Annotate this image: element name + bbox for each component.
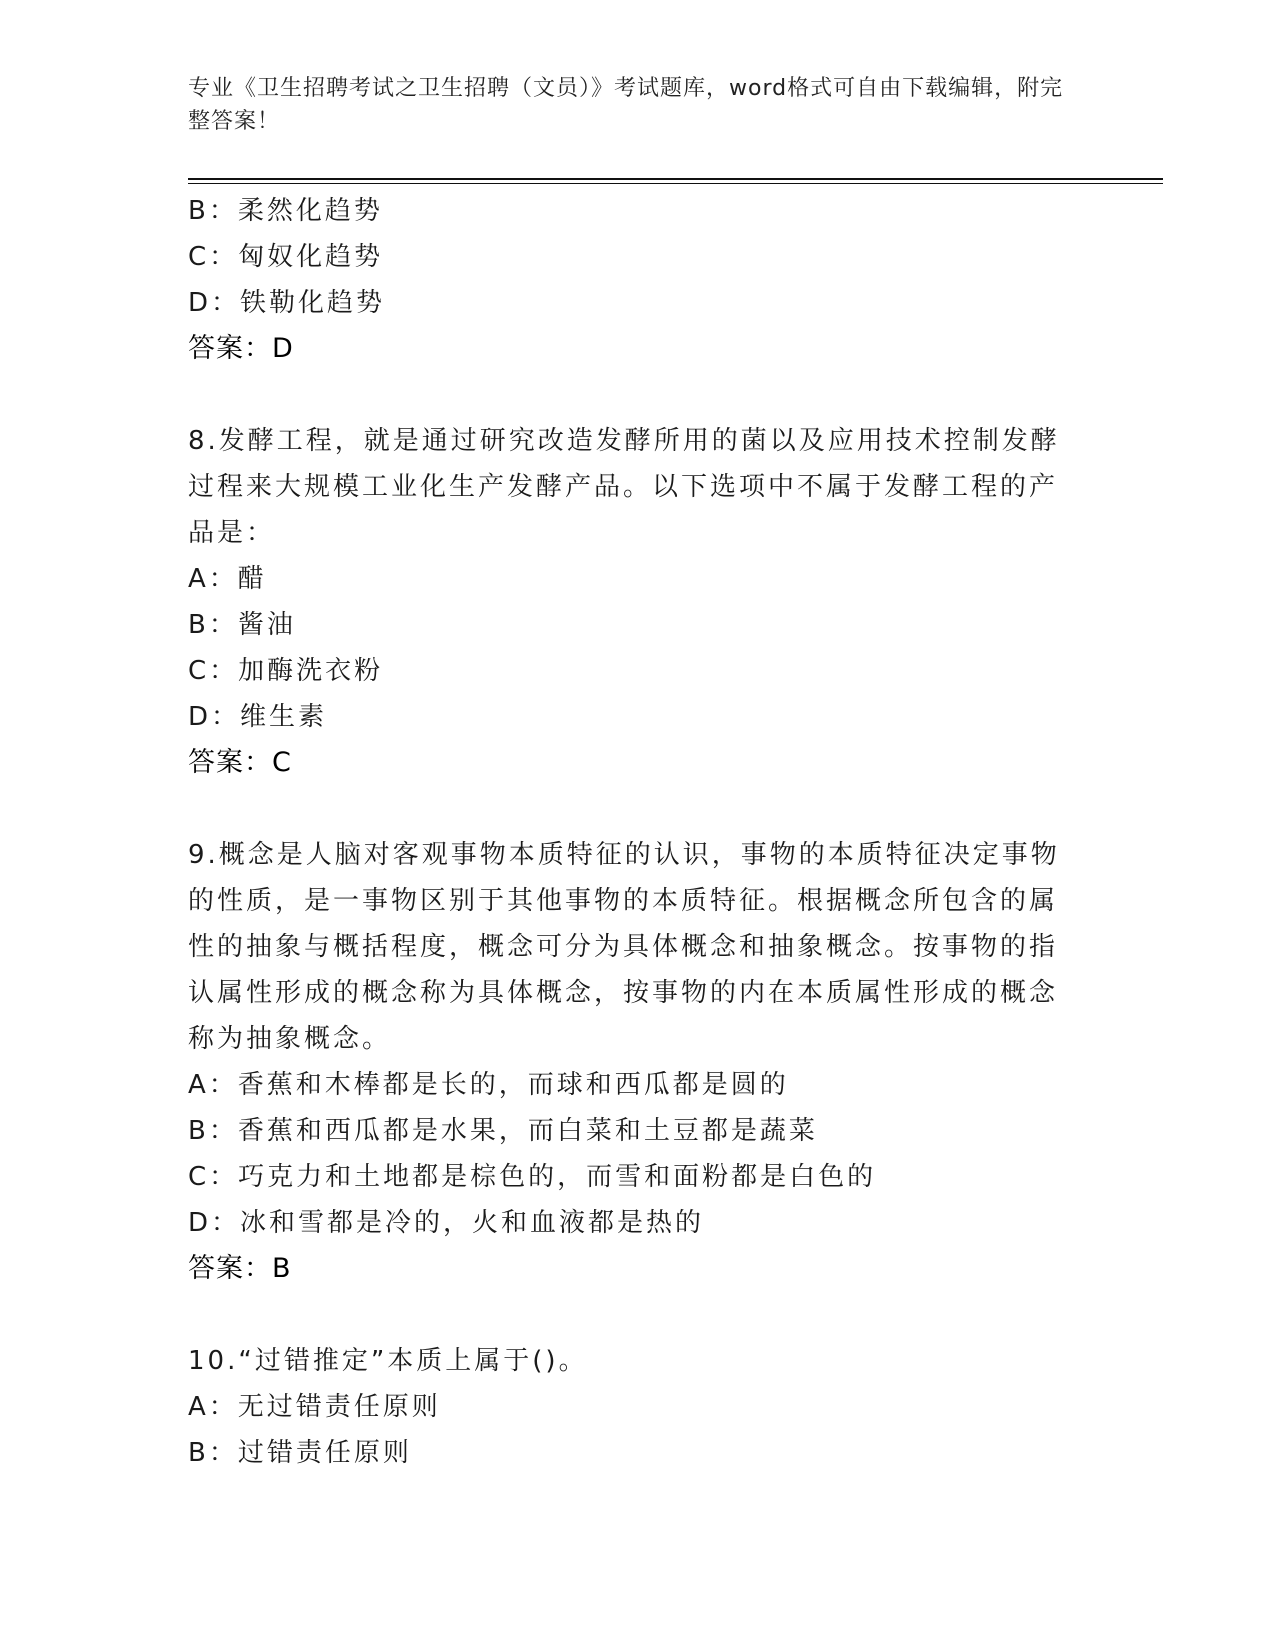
option-a: A：无过错责任原则 bbox=[188, 1392, 441, 1422]
answer-line: 答案：D bbox=[188, 333, 294, 364]
question-stem: 9.概念是人脑对客观事物本质特征的认识，事物的本质特征决定事物的性质，是一事物区别于其他事物的本质特征。根据概念所包含的属性的抽象与概括程度，概念可分为具体概念和抽象概念。按事物的指认属性形成的概念称为具体概念，按事物的内在本质属性形成的概念称为抽象概念。 bbox=[188, 840, 1060, 1054]
question-9 bbox=[188, 832, 1068, 1292]
spacer bbox=[188, 1292, 1068, 1338]
question-stem: 10.“过错推定”本质上属于()。 bbox=[188, 1346, 588, 1376]
option-d: D：铁勒化趋势 bbox=[188, 288, 386, 318]
header-rule-thin bbox=[188, 183, 1163, 184]
question-content bbox=[188, 188, 1068, 1476]
question-stem: 8.发酵工程，就是通过研究改造发酵所用的菌以及应用技术控制发酵过程来大规模工业化生产发酵产品。以下选项中不属于发酵工程的产品是： bbox=[188, 426, 1060, 548]
question-8 bbox=[188, 418, 1068, 786]
option-a: A：香蕉和木棒都是长的，而球和西瓜都是圆的 bbox=[188, 1070, 789, 1100]
document-header: 专业《卫生招聘考试之卫生招聘（文员）》考试题库，word格式可自由下载编辑，附完整答案！ bbox=[188, 76, 1064, 134]
option-b: B：香蕉和西瓜都是水果，而白菜和土豆都是蔬菜 bbox=[188, 1116, 818, 1146]
header-rule-thick bbox=[188, 178, 1163, 180]
spacer bbox=[188, 372, 1068, 418]
option-a: A：醋 bbox=[188, 564, 267, 594]
answer-line: 答案：B bbox=[188, 1253, 292, 1284]
answer-line: 答案：C bbox=[188, 747, 292, 778]
option-b: B：过错责任原则 bbox=[188, 1438, 412, 1468]
option-d: D：维生素 bbox=[188, 702, 328, 732]
spacer bbox=[188, 786, 1068, 832]
question-10 bbox=[188, 1338, 1068, 1476]
option-b: B：酱油 bbox=[188, 610, 296, 640]
option-c: C：巧克力和土地都是棕色的，而雪和面粉都是白色的 bbox=[188, 1162, 877, 1192]
question-7 bbox=[188, 188, 1068, 372]
option-b: B：柔然化趋势 bbox=[188, 196, 383, 226]
option-d: D：冰和雪都是冷的，火和血液都是热的 bbox=[188, 1208, 705, 1238]
option-c: C：加酶洗衣粉 bbox=[188, 656, 384, 686]
option-c: C：匈奴化趋势 bbox=[188, 242, 384, 272]
